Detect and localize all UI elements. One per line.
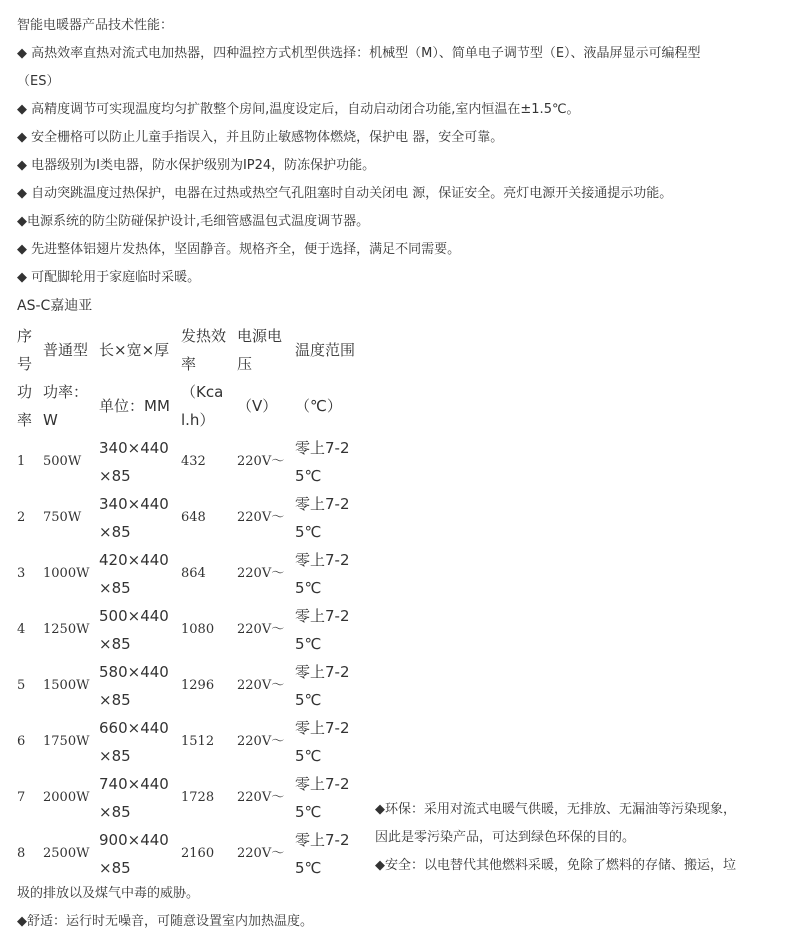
table-cell: 4 [17,622,26,637]
side-note: ◆环保：采用对流式电暖气供暖，无排放、无漏油等污染现象， [375,802,736,817]
header-cell: 序号 [17,327,33,373]
table-cell: 432 [181,454,206,469]
tail-text: ◆舒适：运行时无噪音，可随意设置室内加热温度。 [17,914,313,929]
table-cell: 220V～ [237,622,285,637]
feature-item: ◆电源系统的防尘防碰保护设计,毛细管感温包式温度调节器。 [17,214,370,229]
header-cell: 单位：MM [99,397,170,415]
header-cell: 发热效率 [181,327,227,373]
table-row [13,658,369,714]
table-cell: 1512 [181,734,215,749]
table-cell: 1296 [181,678,215,693]
table-cell: 420×440×85 [99,551,169,597]
table-cell: 340×440×85 [99,439,169,485]
tail-text: 圾的排放以及煤气中毒的威胁。 [17,886,200,901]
table-cell: 2000W [43,790,90,805]
spec-table-body [13,434,369,882]
table-cell: 220V～ [237,454,285,469]
table-cell: 1500W [43,678,90,693]
table-cell: 零上7-25℃ [295,663,350,709]
table-cell: 8 [17,846,26,861]
table-cell: 500×440×85 [99,607,169,653]
feature-item: ◆ 先进整体铝翅片发热体，坚固静音。规格齐全，便于选择，满足不同需要。 [17,242,461,257]
table-row [13,714,369,770]
table-cell: 220V～ [237,510,285,525]
table-cell: 1750W [43,734,90,749]
table-cell: 零上7-25℃ [295,495,350,541]
side-note: 因此是零污染产品，可达到绿色环保的目的。 [375,830,636,845]
table-row [13,826,369,882]
table-row [13,434,369,490]
table-cell: 零上7-25℃ [295,439,350,485]
table-cell: 5 [17,678,26,693]
table-cell: 220V～ [237,566,285,581]
features-heading: 智能电暖器产品技术性能： [17,18,174,33]
table-header-row [13,322,369,378]
table-cell: 340×440×85 [99,495,169,541]
feature-item: ◆ 自动突跳温度过热保护，电器在过热或热空气孔阻塞时自动关闭电 源，保证安全。亮灯电源开关接通提示功能。 [17,186,673,201]
table-cell: 750W [43,510,82,525]
side-note: ◆安全：以电替代其他燃料采暖，免除了燃料的存储、搬运，垃 [375,858,736,873]
table-cell: 零上7-25℃ [295,775,350,821]
table-cell: 580×440×85 [99,663,169,709]
table-cell: 零上7-25℃ [295,831,350,877]
table-cell: 500W [43,454,82,469]
feature-item: ◆ 安全栅格可以防止儿童手指误入，并且防止敏感物体燃烧，保护电 器，安全可靠。 [17,130,504,145]
table-cell: 2 [17,510,26,525]
table-cell: 1080 [181,622,215,637]
table-cell: 864 [181,566,206,581]
table-header-row [13,378,369,434]
table-row [13,546,369,602]
table-cell: 6 [17,734,26,749]
feature-item: ◆ 高热效率直热对流式电加热器，四种温控方式机型供选择：机械型（M）、简单电子调节型（E）、液晶屏显示可编程型 [17,46,701,61]
spec-table [13,322,369,882]
table-cell: 740×440×85 [99,775,169,821]
table-cell: 2500W [43,846,90,861]
table-row [13,490,369,546]
table-row [13,602,369,658]
table-cell: 220V～ [237,846,285,861]
header-cell: 温度范围 [295,341,356,359]
table-row [13,770,369,826]
table-cell: 220V～ [237,678,285,693]
table-cell: 7 [17,790,26,805]
table-cell: 900×440×85 [99,831,169,877]
header-cell: 电源电压 [237,327,283,373]
table-cell: 1000W [43,566,90,581]
table-cell: 零上7-25℃ [295,719,350,765]
table-cell: 1728 [181,790,215,805]
header-cell: （Kcal.h） [181,383,224,429]
feature-item: ◆ 可配脚轮用于家庭临时采暖。 [17,270,201,285]
model-title: AS-C嘉迪亚 [17,298,93,314]
header-cell: 功率 [17,383,33,429]
header-cell: 普通型 [43,341,89,359]
table-cell: 220V～ [237,790,285,805]
table-cell: 1 [17,454,26,469]
table-cell: 零上7-25℃ [295,607,350,653]
table-cell: 1250W [43,622,90,637]
header-cell: 功率：W [43,383,89,429]
header-cell: （℃） [295,397,342,415]
table-cell: 零上7-25℃ [295,551,350,597]
header-cell: （V） [237,397,278,415]
feature-item: ◆ 高精度调节可实现温度均匀扩散整个房间,温度设定后，自动启动闭合功能,室内恒温在±1.5℃。 [17,102,580,117]
table-cell: 648 [181,510,206,525]
table-cell: 660×440×85 [99,719,169,765]
table-cell: 3 [17,566,26,581]
feature-item: ◆ 电器级别为I类电器，防水保护级别为IP24，防冻保护功能。 [17,158,376,173]
feature-item: （ES） [17,74,60,89]
header-cell: 长×宽×厚 [99,341,170,359]
table-cell: 220V～ [237,734,285,749]
table-cell: 2160 [181,846,215,861]
